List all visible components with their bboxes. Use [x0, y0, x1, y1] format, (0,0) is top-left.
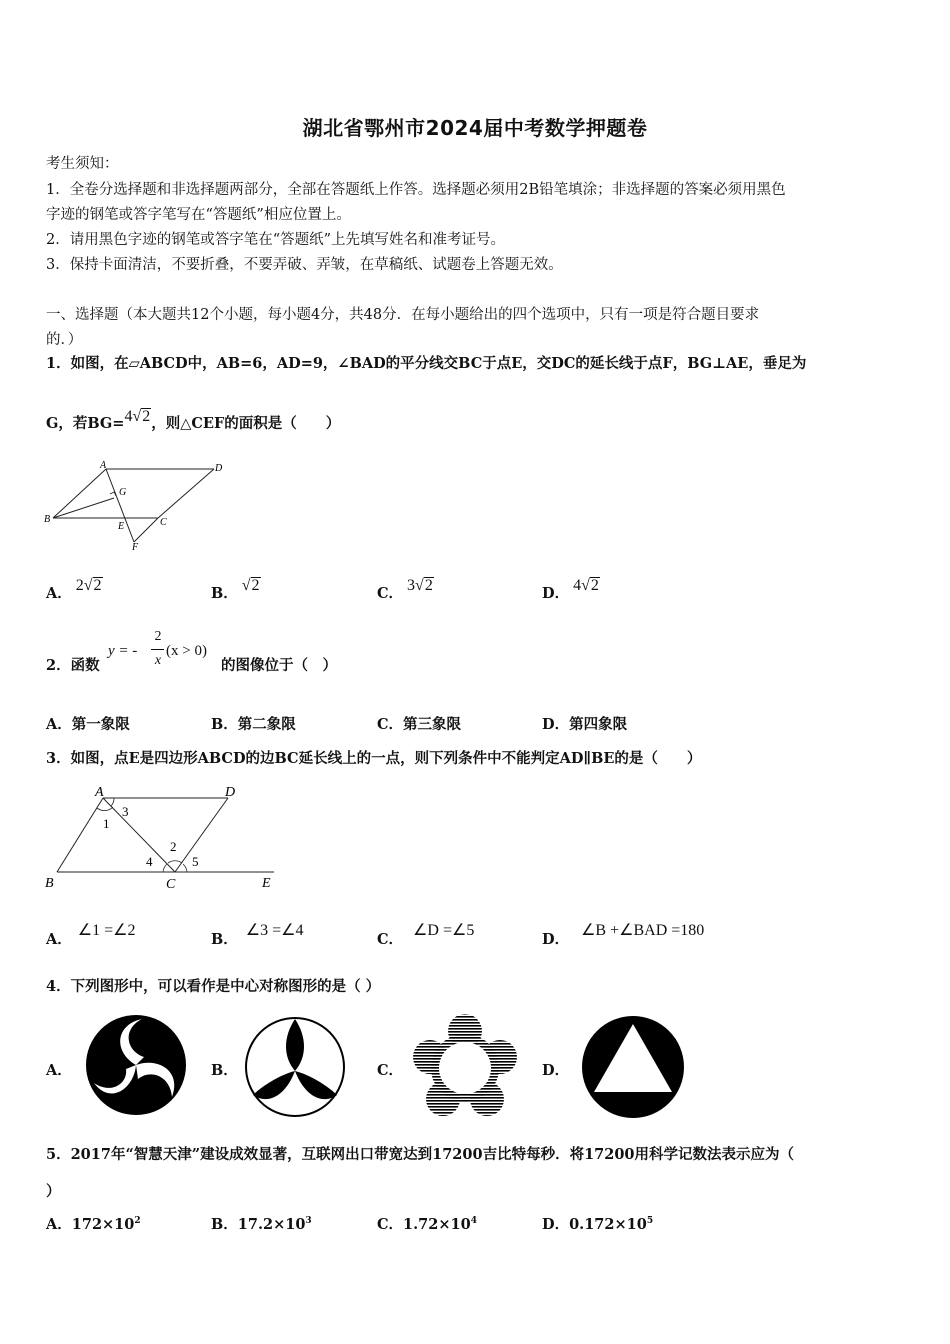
- q4-stem: 4．下列图形中，可以看作是中心对称图形的是（ ）: [46, 978, 381, 995]
- q4-option-b-three-leaf-icon[interactable]: [243, 1015, 347, 1119]
- q1-option-a-coef: 2: [75, 577, 84, 594]
- section-heading-line2: 的．）: [46, 332, 83, 348]
- q3-option-d-letter: D．: [542, 931, 570, 948]
- q5-option-d-letter: D．: [542, 1216, 570, 1233]
- q1-option-c-coef: 3: [407, 577, 416, 594]
- q5-option-d-exp: 5: [646, 1216, 654, 1227]
- q1-label-g: G: [119, 487, 127, 498]
- q1-label-f: F: [132, 542, 139, 553]
- q3-label-c: C: [166, 877, 176, 892]
- q1-label-e: E: [118, 521, 125, 532]
- q5-option-b-letter: B．: [211, 1216, 238, 1233]
- q2-option-a[interactable]: [46, 713, 130, 734]
- q3-option-d[interactable]: [542, 922, 705, 949]
- q1-bg-radicand: 2: [142, 408, 151, 425]
- q5-option-d[interactable]: [542, 1213, 653, 1234]
- q1-parallelogram-figure: [40, 458, 240, 558]
- q5-option-a-exp: 2: [134, 1216, 141, 1227]
- q5-option-c-base: 1.72×10: [403, 1216, 471, 1233]
- q5-option-b[interactable]: [211, 1213, 312, 1234]
- q2-option-a-text: 第一象限: [71, 716, 130, 733]
- q1-option-c-rad: 2: [424, 577, 433, 594]
- q3-option-d-text: ∠B +∠BAD =180: [581, 922, 705, 939]
- q1-option-d-coef: 4: [573, 577, 582, 594]
- q2-fraction-bar: [151, 649, 164, 650]
- q1-option-a-rad: 2: [93, 577, 102, 594]
- q1-label-a: A: [100, 460, 107, 471]
- q3-option-c-text: ∠D =∠5: [413, 922, 475, 939]
- notice-heading: 考生须知：: [46, 156, 119, 172]
- q2-option-b-text: 第二象限: [237, 716, 296, 733]
- q1-bg-label: G，若BG=: [46, 415, 125, 432]
- q2-option-a-letter: A．: [46, 716, 72, 733]
- q5-option-a[interactable]: [46, 1213, 141, 1234]
- q4-option-a-letter[interactable]: A．: [46, 1062, 72, 1079]
- q1-stem-line2: G，若BG=4√2，则△CEF的面积是（ ）: [46, 408, 341, 432]
- q2-option-d-letter: D．: [542, 716, 570, 733]
- q5-option-a-letter: A．: [46, 1216, 72, 1233]
- q2-option-d-text: 第四象限: [569, 716, 628, 733]
- q3-label-b: B: [45, 876, 54, 891]
- q1-option-a[interactable]: A． 2√2: [46, 577, 102, 602]
- q2-option-c[interactable]: [377, 713, 461, 734]
- q1-option-d-letter: D．: [542, 585, 570, 602]
- q3-option-c[interactable]: [377, 922, 475, 949]
- q5-option-c-letter: C．: [377, 1216, 404, 1233]
- q3-angle-4: 4: [146, 854, 153, 869]
- q4-option-d-circle-triangle-icon[interactable]: [581, 1015, 685, 1119]
- notice-item-1b: 字迹的钢笔或答字笔写在“答题纸”相应位置上。: [46, 207, 351, 223]
- q4-option-d-letter[interactable]: D．: [542, 1062, 570, 1079]
- q5-option-c[interactable]: [377, 1213, 477, 1234]
- section-heading-line1: 一、选择题（本大题共12个小题，每小题4分，共48分．在每小题给出的四个选项中，只有一项是符合题目要求: [46, 307, 760, 323]
- q2-denominator: x: [154, 653, 162, 668]
- q1-label-d: D: [215, 463, 223, 474]
- q2-option-c-text: 第三象限: [403, 716, 462, 733]
- q3-label-d: D: [225, 785, 236, 800]
- q4-option-c-striped-flower-icon[interactable]: [412, 1013, 518, 1119]
- q5-stem-line1: 5．2017年“智慧天津”建设成效显著，互联网出口带宽达到17200吉比特每秒．将17200用科学记数法表示应为（: [46, 1146, 795, 1163]
- q3-angle-5: 5: [192, 854, 199, 869]
- q5-option-a-base: 172×10: [71, 1216, 135, 1233]
- q1-option-a-letter: A．: [46, 585, 72, 602]
- notice-item-3: 3．保持卡面清洁，不要折叠，不要弄破、弄皱，在草稿纸、试题卷上答题无效。: [46, 257, 563, 273]
- q1-option-b-letter: B．: [211, 585, 238, 602]
- q4-option-c-letter[interactable]: C．: [377, 1062, 404, 1079]
- q5-option-d-base: 0.172×10: [569, 1216, 647, 1233]
- q3-option-a[interactable]: [46, 922, 136, 949]
- q1-option-d[interactable]: D． 4√2: [542, 577, 599, 602]
- q1-bg-coef: 4: [124, 408, 133, 425]
- q1-option-c-letter: C．: [377, 585, 404, 602]
- q3-option-b[interactable]: [211, 922, 304, 949]
- q3-option-b-letter: B．: [211, 931, 238, 948]
- q4-option-a-tomoe-icon[interactable]: [84, 1013, 188, 1117]
- q2-option-c-letter: C．: [377, 716, 404, 733]
- q4-option-b-letter[interactable]: B．: [211, 1062, 238, 1079]
- q1-option-b-rad: 2: [251, 577, 260, 594]
- q5-option-b-base: 17.2×10: [237, 1216, 306, 1233]
- q1-stem-tail: ，则△CEF的面积是（ ）: [151, 415, 341, 432]
- q3-angle-1: 1: [103, 816, 110, 831]
- q1-option-b[interactable]: B． √2: [211, 577, 260, 602]
- page-title: 湖北省鄂州市2024届中考数学押题卷: [302, 116, 648, 140]
- q1-label-b: B: [44, 514, 51, 525]
- q1-label-c: C: [160, 517, 167, 528]
- q1-stem-line1: 1．如图，在▱ABCD中，AB=6，AD=9，∠BAD的平分线交BC于点E，交DC的延长线于点F，BG⊥AE，垂足为: [46, 355, 807, 372]
- q2-y-eq: y = -: [108, 643, 138, 659]
- q2-option-b[interactable]: [211, 713, 296, 734]
- q3-angle-2: 2: [170, 839, 177, 854]
- q3-label-e: E: [262, 876, 271, 891]
- q2-domain: (x > 0): [166, 643, 207, 659]
- q3-option-a-text: ∠1 =∠2: [77, 922, 136, 939]
- notice-item-2: 2．请用黑色字迹的钢笔或答字笔在“答题纸”上先填写姓名和准考证号。: [46, 232, 506, 248]
- q1-option-d-rad: 2: [590, 577, 599, 594]
- q3-option-c-letter: C．: [377, 931, 404, 948]
- q3-angle-3: 3: [122, 804, 129, 819]
- q5-option-c-exp: 4: [470, 1216, 477, 1227]
- q3-quadrilateral-figure: [40, 780, 290, 895]
- q3-label-a: A: [95, 785, 104, 800]
- q3-option-b-text: ∠3 =∠4: [245, 922, 304, 939]
- q2-stem-post: 的图像位于（ ）: [221, 657, 337, 674]
- q2-numerator: 2: [154, 629, 162, 644]
- q2-stem-pre: 2．函数: [46, 657, 100, 674]
- q2-option-b-letter: B．: [211, 716, 238, 733]
- q2-option-d[interactable]: [542, 713, 627, 734]
- q3-option-a-letter: A．: [46, 931, 72, 948]
- q1-option-c[interactable]: C． 3√2: [377, 577, 433, 602]
- notice-item-1a: 1．全卷分选择题和非选择题两部分，全部在答题纸上作答。选择题必须用2B铅笔填涂；非选择题的答案必须用黑色: [46, 182, 786, 198]
- q5-stem-line2: ）: [46, 1183, 61, 1200]
- q5-option-b-exp: 3: [305, 1216, 312, 1227]
- q3-stem: 3．如图，点E是四边形ABCD的边BC延长线上的一点，则下列条件中不能判定AD∥BE的是（ ）: [46, 750, 702, 767]
